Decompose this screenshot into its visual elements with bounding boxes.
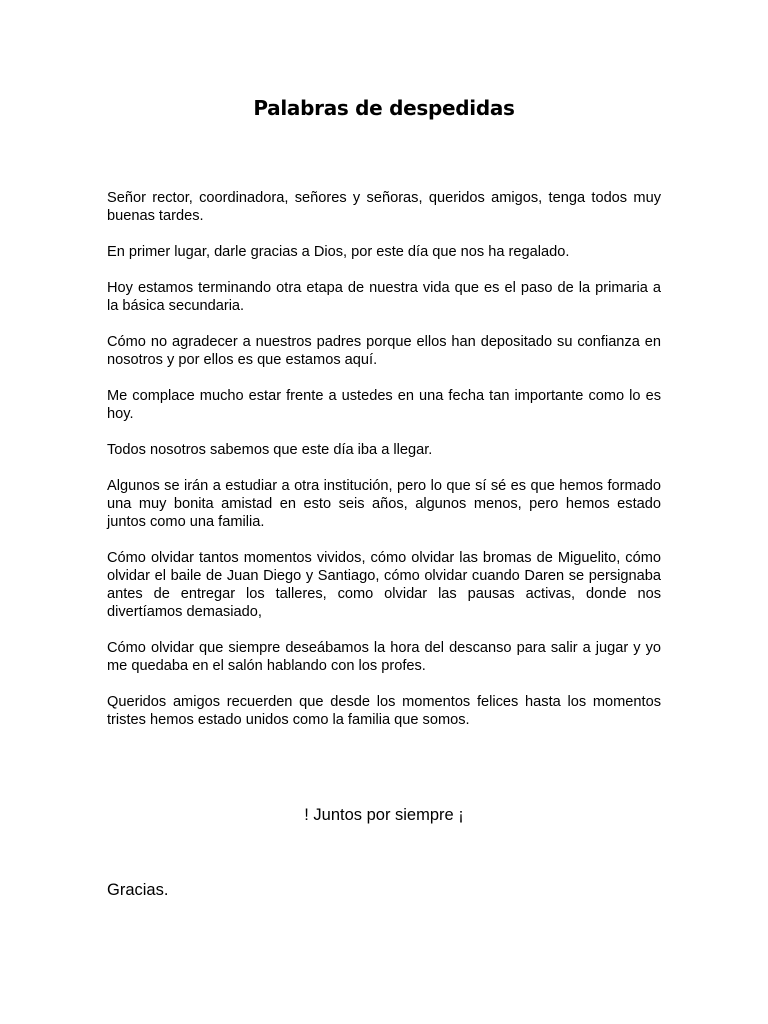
paragraph: Señor rector, coordinadora, señores y señoras, queridos amigos, tenga todos muy buenas tardes. bbox=[107, 190, 661, 224]
paragraph: Algunos se irán a estudiar a otra institución, pero lo que sí sé es que hemos formado una muy bonita amistad en esto seis años, algunos menos, pero hemos estado juntos como una familia. bbox=[107, 478, 661, 530]
paragraph: Me complace mucho estar frente a ustedes en una fecha tan importante como lo es hoy. bbox=[107, 388, 661, 422]
paragraph: En primer lugar, darle gracias a Dios, por este día que nos ha regalado. bbox=[107, 244, 570, 260]
closing-line: ! Juntos por siempre ¡ bbox=[304, 806, 464, 824]
paragraph: Hoy estamos terminando otra etapa de nuestra vida que es el paso de la primaria a la básica secundaria. bbox=[107, 280, 661, 314]
thanks-line: Gracias. bbox=[107, 881, 169, 899]
document-body bbox=[107, 189, 661, 747]
document-title: Palabras de despedidas bbox=[253, 96, 515, 120]
paragraph: Todos nosotros sabemos que este día iba a llegar. bbox=[107, 442, 433, 458]
paragraph: Cómo olvidar que siempre deseábamos la hora del descanso para salir a jugar y yo me quedaba en el salón hablando con los profes. bbox=[107, 640, 661, 674]
paragraph: Cómo no agradecer a nuestros padres porque ellos han depositado su confianza en nosotros y por ellos es que estamos aquí. bbox=[107, 334, 661, 368]
paragraph: Cómo olvidar tantos momentos vividos, cómo olvidar las bromas de Miguelito, cómo olvidar el baile de Juan Diego y Santiago, cómo olvidar cuando Daren se persignaba antes de entregar los talleres, como olvidar las pausas activas, donde nos divertíamos demasiado, bbox=[107, 550, 661, 620]
paragraph: Queridos amigos recuerden que desde los momentos felices hasta los momentos tristes hemos estado unidos como la familia que somos. bbox=[107, 694, 661, 728]
